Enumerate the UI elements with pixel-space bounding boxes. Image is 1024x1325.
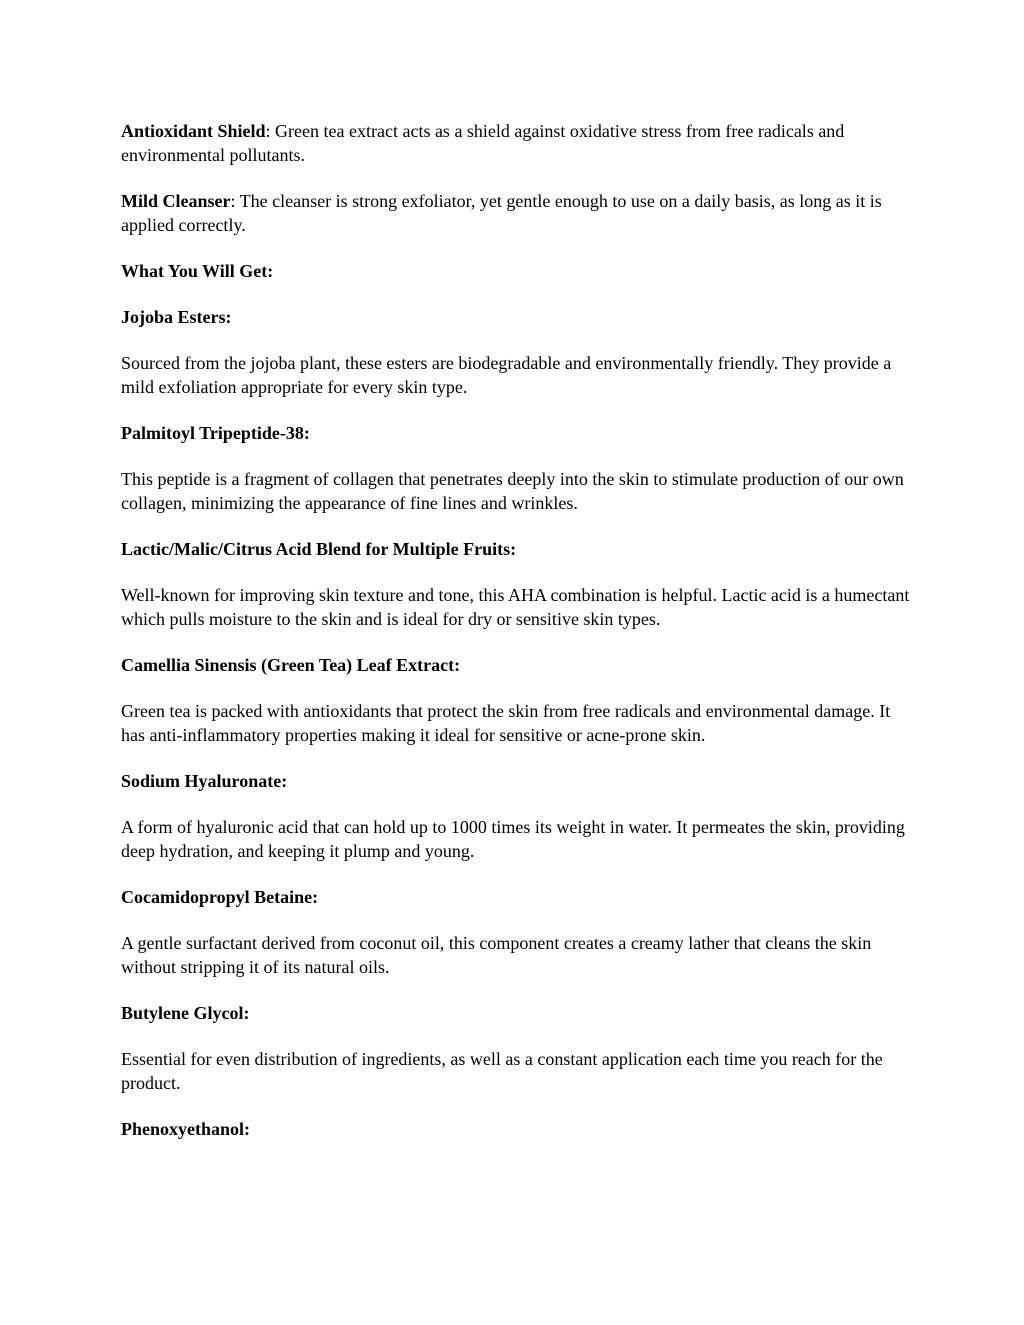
- what-you-will-get-heading: What You Will Get:: [121, 261, 274, 281]
- intro-paragraph-mild-cleanser: [121, 189, 911, 237]
- ingredient-heading-green-tea: Camellia Sinensis (Green Tea) Leaf Extract:: [121, 655, 461, 675]
- ingredient-heading-jojoba-esters: Jojoba Esters:: [121, 307, 232, 327]
- term-antioxidant-shield: Antioxidant Shield: [121, 121, 266, 141]
- definition-mild-cleanser: : The cleanser is strong exfoliator, yet gentle enough to use on a daily basis, as long as it is applied correctly.: [121, 191, 882, 235]
- ingredient-description-acid-blend: Well-known for improving skin texture and tone, this AHA combination is helpful. Lactic acid is a humectant which pulls moisture to the skin and is ideal for dry or sensitive skin types.: [121, 585, 910, 629]
- ingredient-heading-acid-blend: Lactic/Malic/Citrus Acid Blend for Multiple Fruits:: [121, 539, 517, 559]
- ingredient-description-butylene-glycol: Essential for even distribution of ingredients, as well as a constant application each time you reach for the product.: [121, 1049, 883, 1093]
- ingredient-heading-phenoxyethanol: Phenoxyethanol:: [121, 1119, 251, 1139]
- definition-antioxidant-shield: : Green tea extract acts as a shield against oxidative stress from free radicals and environmental pollutants.: [121, 121, 845, 165]
- ingredient-heading-butylene-glycol: Butylene Glycol:: [121, 1003, 250, 1023]
- ingredient-description-palmitoyl-tripeptide: This peptide is a fragment of collagen that penetrates deeply into the skin to stimulate production of our own collagen, minimizing the appearance of fine lines and wrinkles.: [121, 469, 904, 513]
- ingredient-description-jojoba-esters: Sourced from the jojoba plant, these esters are biodegradable and environmentally friendly. They provide a mild exfoliation appropriate for every skin type.: [121, 353, 892, 397]
- ingredient-heading-cocamidopropyl-betaine: Cocamidopropyl Betaine:: [121, 887, 319, 907]
- ingredient-description-sodium-hyaluronate: A form of hyaluronic acid that can hold up to 1000 times its weight in water. It permeates the skin, providing deep hydration, and keeping it plump and young.: [121, 817, 905, 861]
- ingredient-heading-palmitoyl-tripeptide: Palmitoyl Tripeptide-38:: [121, 423, 310, 443]
- term-mild-cleanser: Mild Cleanser: [121, 191, 231, 211]
- ingredient-description-green-tea: Green tea is packed with antioxidants that protect the skin from free radicals and environmental damage. It has anti-inflammatory properties making it ideal for sensitive or acne-prone skin.: [121, 701, 891, 745]
- document-page: [121, 119, 911, 1163]
- ingredient-heading-sodium-hyaluronate: Sodium Hyaluronate:: [121, 771, 288, 791]
- ingredient-description-cocamidopropyl-betaine: A gentle surfactant derived from coconut oil, this component creates a creamy lather that cleans the skin without stripping it of its natural oils.: [121, 933, 872, 977]
- intro-paragraph-antioxidant-shield: [121, 119, 911, 167]
